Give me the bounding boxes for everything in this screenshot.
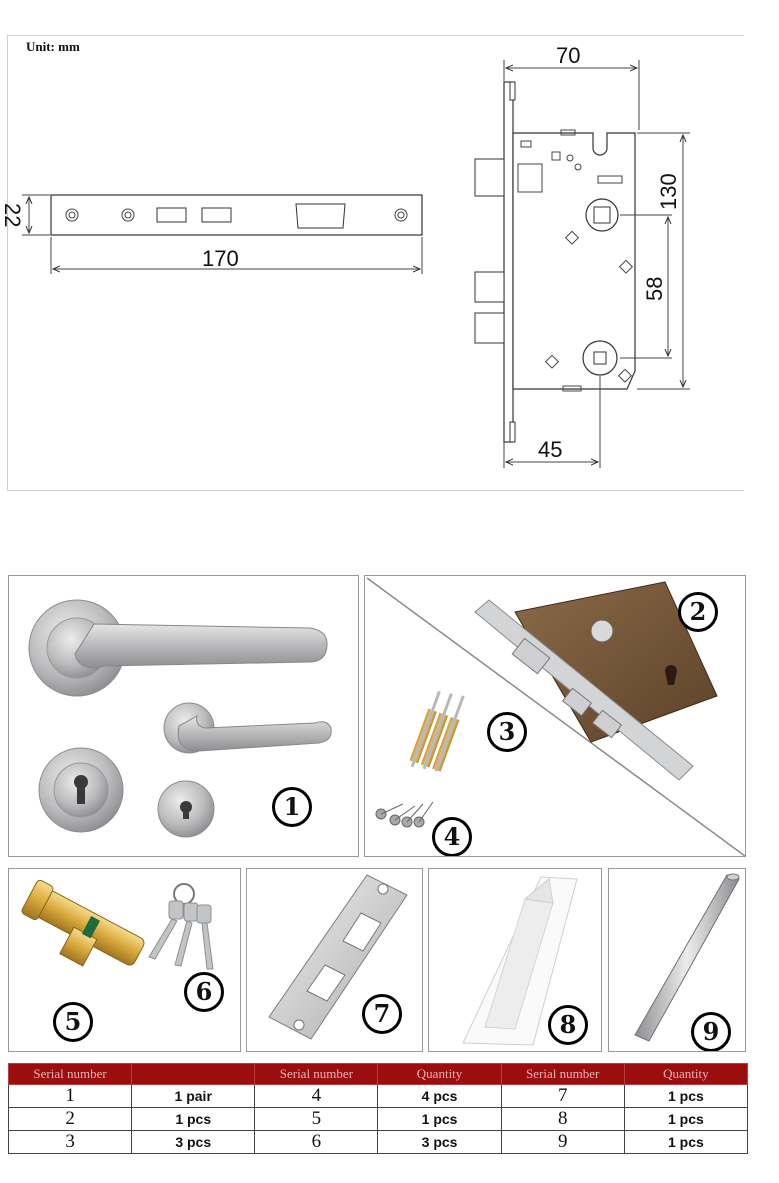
cylinder-photo-panel	[8, 868, 241, 1052]
item-number-7: 7	[362, 994, 402, 1034]
dimension-drawing	[0, 0, 779, 500]
item-number-8: 8	[548, 1005, 588, 1045]
serial-cell: 4	[255, 1085, 378, 1108]
faceplate-drawing	[51, 195, 422, 235]
faceplate-width-label: 22	[0, 203, 25, 228]
header-serial-number-2: Serial number	[255, 1064, 378, 1085]
serial-cell: 1	[9, 1085, 132, 1108]
serial-cell: 8	[501, 1108, 624, 1131]
serial-cell: 7	[501, 1085, 624, 1108]
header-serial-number-1: Serial number	[9, 1064, 132, 1085]
quantity-cell: 3 pcs	[132, 1131, 255, 1154]
item-number-2: 2	[678, 592, 718, 632]
quantity-cell: 4 pcs	[378, 1085, 501, 1108]
item-number-1: 1	[272, 787, 312, 827]
unit-label: Unit: mm	[26, 39, 80, 54]
item-number-9: 9	[691, 1012, 731, 1052]
spindle-photo-panel	[608, 868, 746, 1052]
quantity-cell: 1 pair	[132, 1085, 255, 1108]
quantity-cell: 3 pcs	[378, 1131, 501, 1154]
header-quantity-3: Quantity	[624, 1064, 747, 1085]
item-number-5: 5	[53, 1002, 93, 1042]
parts-quantity-table	[8, 1063, 748, 1154]
lock-body-drawing	[475, 82, 635, 442]
body-width-label: 70	[556, 43, 581, 68]
backset-label: 45	[538, 437, 563, 462]
handles-photo-panel	[8, 575, 359, 857]
serial-cell: 2	[9, 1108, 132, 1131]
center-distance-label: 58	[642, 276, 667, 301]
serial-cell: 9	[501, 1131, 624, 1154]
table-header-row	[9, 1064, 748, 1085]
cylinder-and-keys-image	[9, 869, 241, 1052]
quantity-cell: 1 pcs	[624, 1085, 747, 1108]
table-row	[9, 1131, 748, 1154]
item-number-4: 4	[432, 817, 472, 857]
quantity-cell: 1 pcs	[624, 1108, 747, 1131]
strike-plate-photo-panel	[246, 868, 423, 1052]
body-height-label: 130	[656, 173, 681, 210]
strike-box-photo-panel	[428, 868, 602, 1052]
header-serial-number-3: Serial number	[501, 1064, 624, 1085]
quantity-cell: 1 pcs	[624, 1131, 747, 1154]
header-quantity-2: Quantity	[378, 1064, 501, 1085]
serial-cell: 5	[255, 1108, 378, 1131]
lockbody-photo-panel	[364, 575, 746, 857]
header-quantity-1	[132, 1064, 255, 1085]
item-number-6: 6	[184, 972, 224, 1012]
quantity-cell: 1 pcs	[378, 1108, 501, 1131]
quantity-cell: 1 pcs	[132, 1108, 255, 1131]
serial-cell: 3	[9, 1131, 132, 1154]
table-row	[9, 1108, 748, 1131]
faceplate-length-label: 170	[202, 246, 239, 271]
serial-cell: 6	[255, 1131, 378, 1154]
item-number-3: 3	[487, 712, 527, 752]
table-row	[9, 1085, 748, 1108]
